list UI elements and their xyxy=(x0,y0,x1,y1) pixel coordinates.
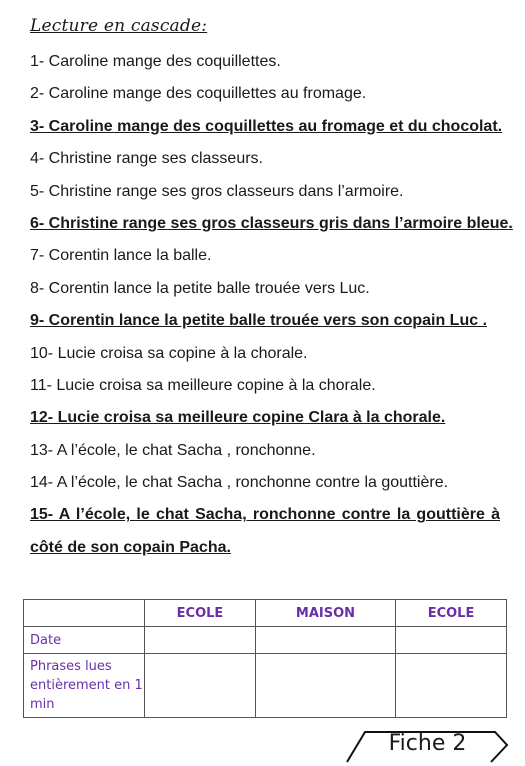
header-ecole-1: ECOLE xyxy=(145,600,256,627)
sentence-13: 13- A l’école, le chat Sacha , ronchonne. xyxy=(30,441,316,459)
date-cell-ecole-2[interactable] xyxy=(396,627,507,654)
sentence-2: 2- Caroline mange des coquillettes au fromage. xyxy=(30,85,367,103)
fiche-badge xyxy=(345,728,510,766)
header-ecole-2: ECOLE xyxy=(396,600,507,627)
table-header-row xyxy=(24,600,507,627)
sentence-7: 7- Corentin lance la balle. xyxy=(30,247,212,265)
reading-record-table xyxy=(23,599,507,718)
phrases-cell-ecole-1[interactable] xyxy=(145,654,256,718)
phrases-cell-maison[interactable] xyxy=(255,654,395,718)
phrases-cell-ecole-2[interactable] xyxy=(396,654,507,718)
sentence-5: 5- Christine range ses gros classeurs dans l’armoire. xyxy=(30,182,404,200)
sentence-12: 12- Lucie croisa sa meilleure copine Clara à la chorale. xyxy=(30,409,446,427)
sentence-6: 6- Christine range ses gros classeurs gris dans l’armoire bleue. xyxy=(30,214,513,232)
sentence-4: 4- Christine range ses classeurs. xyxy=(30,150,263,168)
page-title: Lecture en cascade: xyxy=(30,16,208,36)
table-row-date xyxy=(24,627,507,654)
date-cell-maison[interactable] xyxy=(255,627,395,654)
sentence-3: 3- Caroline mange des coquillettes au fromage et du chocolat. xyxy=(30,117,503,135)
sentence-11: 11- Lucie croisa sa meilleure copine à la chorale. xyxy=(30,376,376,394)
fiche-label: Fiche 2 xyxy=(388,731,467,756)
sentence-9: 9- Corentin lance la petite balle trouée vers son copain Luc . xyxy=(30,312,488,330)
header-maison: MAISON xyxy=(255,600,395,627)
sentence-8: 8- Corentin lance la petite balle trouée vers Luc. xyxy=(30,279,370,297)
sentence-list xyxy=(30,46,513,564)
header-empty-cell xyxy=(24,600,145,627)
row-date-label: Date xyxy=(24,627,145,654)
table-row-phrases xyxy=(24,654,507,718)
sentence-14: 14- A l’école, le chat Sacha , ronchonne contre la gouttière. xyxy=(30,474,449,492)
sentence-10: 10- Lucie croisa sa copine à la chorale. xyxy=(30,344,308,362)
date-cell-ecole-1[interactable] xyxy=(145,627,256,654)
sentence-15: 15- A l’école, le chat Sacha, ronchonne contre la gouttière à côté de son copain Pacha. xyxy=(30,506,500,556)
sentence-1: 1- Caroline mange des coquillettes. xyxy=(30,53,281,70)
row-phrases-label: Phrases lues entièrement en 1 min xyxy=(24,654,145,718)
